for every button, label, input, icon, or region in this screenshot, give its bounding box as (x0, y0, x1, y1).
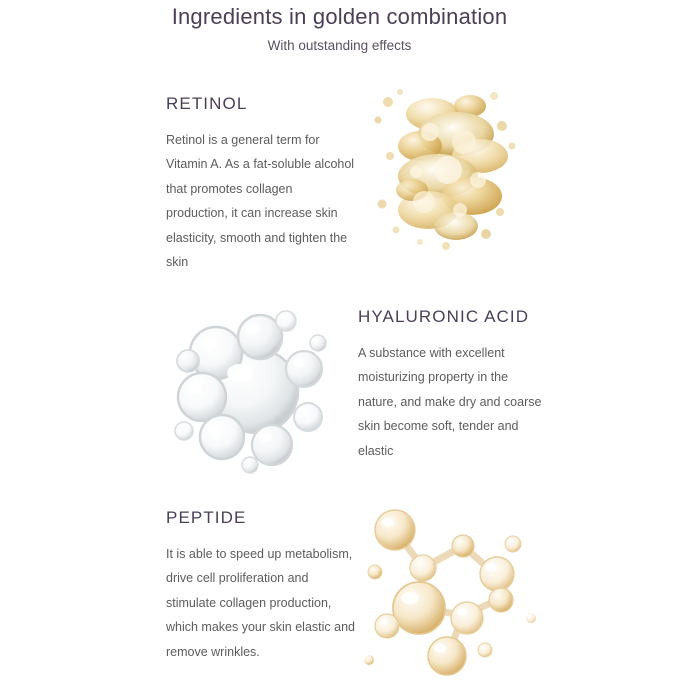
page-title: Ingredients in golden combination (171, 4, 508, 29)
section-peptide (0, 500, 679, 680)
section-retinol-title: RETINOL (166, 94, 248, 113)
page-header (0, 0, 679, 53)
section-retinol-body: Retinol is a general term for Vitamin A. As a fat-soluble alcohol that promotes collagen production, it can increase skin elasticity, smooth and tighten the skin (166, 133, 355, 269)
section-retinol-text (166, 94, 356, 274)
section-hyaluronic-acid-text (358, 307, 548, 463)
section-hyaluronic-acid (0, 295, 679, 495)
golden-oil-droplets-icon (360, 84, 560, 274)
clear-water-bubbles-icon (160, 295, 360, 485)
golden-molecule-chain-icon (345, 500, 545, 690)
section-retinol (0, 84, 679, 284)
section-hyaluronic-acid-body: A substance with excellent moisturizing property in the nature, and make dry and coarse skin become soft, tender and elastic (358, 346, 542, 458)
section-peptide-body: It is able to speed up metabolism, drive cell proliferation and stimulate collagen production, which makes your skin elastic and remove wrinkles. (166, 547, 355, 659)
section-peptide-text (166, 508, 356, 664)
page-subtitle: With outstanding effects (267, 38, 412, 53)
section-hyaluronic-acid-title: HYALURONIC ACID (358, 307, 530, 326)
section-peptide-title: PEPTIDE (166, 508, 247, 527)
